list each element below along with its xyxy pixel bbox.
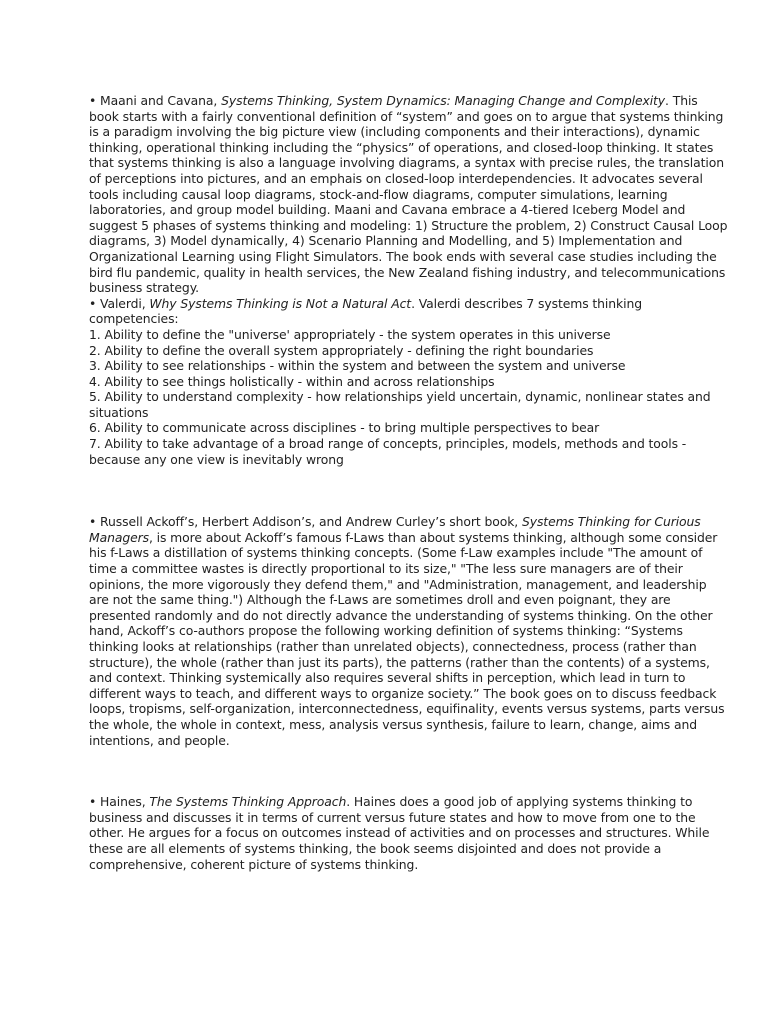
list-item: 5. Ability to understand complexity - how relationships yield uncertain, dynamic, nonlinear states and situations xyxy=(89,389,711,420)
list-item: 4. Ability to see things holistically - within and across relationships xyxy=(89,373,495,389)
spacer xyxy=(89,748,729,794)
book-subtitle: System Dynamics: Managing Change and Complexity xyxy=(336,93,666,108)
list-item: 6. Ability to communicate across disciplines - to bring multiple perspectives to bear xyxy=(89,420,600,436)
entry-author: • Haines, xyxy=(89,794,150,810)
list-item: 2. Ability to define the overall system appropriately - defining the right boundaries xyxy=(89,342,594,358)
book-title: Systems Thinking xyxy=(221,93,330,108)
entry-body: , is more about Ackoff’s famous f-Laws than about systems thinking, although some consider his f-Laws a distillation of systems thinking concepts. (Some f-Law examples include "The amount of time a committee wastes is directly proportional to its size," "The less sure managers are of their opinions, the more vigorously they defend them," and "Administration, management, and leadership are not the same thing.") Although the f-Laws are sometimes droll and even poignant, they are presented randomly and do not directly advance the understanding of systems thinking. On the other hand, Ackoff’s co-authors propose the following working definition of systems thinking: “Systems thinking looks at relationships (rather than unrelated objects), connectedness, process (rather than structure), the whole (rather than just its parts), the patterns (rather than the contents) of a systems, and context. Thinking systemically also requires several shifts in perception, which lead in turn to different ways to teach, and different ways to organize society.” The book goes on to discuss feedback loops, tropisms, self-organization, interconnectedness, equifinality, events versus systems, parts versus the whole, the whole in context, mess, analysis versus synthesis, failure to learn, change, aims and intentions, and people. xyxy=(89,529,725,748)
entry-body: . This book starts with a fairly conventional definition of “system” and goes on to argue that systems thinking is a paradigm involving the big picture view (including components and their interactions), dynamic thinking, operational thinking including the “physics” of operations, and closed-loop thinking. It states that systems thinking is also a language involving diagrams, a syntax with precise rules, the translation of perceptions into pictures, and an emphais on closed-loop interdependencies. It advocates several tools including causal loop diagrams, stock-and-flow diagrams, computer simulations, learning laboratories, and group model building. Maani and Cavana embrace a 4-tiered Iceberg Model and suggest 5 phases of systems thinking and modeling: 1) Structure the problem, 2) Construct Causal Loop diagrams, 3) Model dynamically, 4) Scenario Planning and Modelling, and 5) Implementation and Organizational Learning using Flight Simulators. The book ends with several case studies including the bird flu pandemic, quality in health services, the New Zealand fishing industry, and telecommunications business strategy. xyxy=(89,93,728,296)
list-item: 7. Ability to take advantage of a broad range of concepts, principles, models, methods and tools - because any one view is inevitably wrong xyxy=(89,436,687,467)
entry-body: . Valerdi describes 7 systems thinking competencies: xyxy=(89,295,642,327)
competency-list xyxy=(89,327,729,467)
entry-ackoff xyxy=(89,514,729,748)
entry-body: . Haines does a good job of applying systems thinking to business and discusses it in terms of current versus future states and how to move from one to the other. He argues for a focus on outcomes instead of activities and on processes and structures. While these are all elements of systems thinking, the book seems disjointed and does not provide a comprehensive, coherent picture of systems thinking. xyxy=(89,794,710,872)
entry-valerdi xyxy=(89,296,729,327)
book-title: The Systems Thinking Approach xyxy=(149,794,347,810)
title-separator: , xyxy=(329,93,337,108)
spacer xyxy=(89,467,729,514)
entry-author: • Maani and Cavana, xyxy=(89,93,222,108)
document-page xyxy=(89,93,729,872)
book-title: Why Systems Thinking is Not a Natural Act xyxy=(149,295,412,311)
list-item: 1. Ability to define the "universe' appropriately - the system operates in this universe xyxy=(89,326,611,342)
entry-author: • Valerdi, xyxy=(89,295,150,311)
entry-author: • Russell Ackoff’s, Herbert Addison’s, and Andrew Curley’s short book, xyxy=(89,514,522,530)
book-title: Systems Thinking for Curious Managers xyxy=(89,514,701,545)
entry-maani-cavana xyxy=(89,93,729,296)
list-item: 3. Ability to see relationships - within the system and between the system and universe xyxy=(89,358,626,374)
entry-haines xyxy=(89,794,729,872)
